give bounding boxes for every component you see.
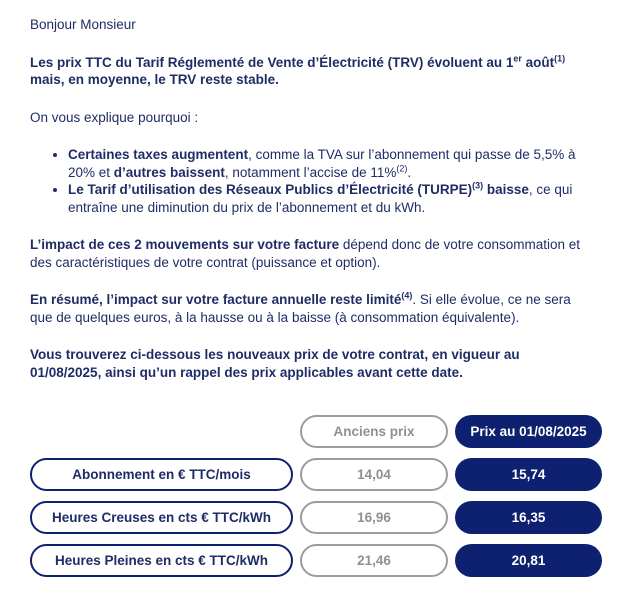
reason-turpe-item: • Le Tarif d’utilisation des Réseaux Publics d’Électricité (TURPE)$^{(3)}$ baisse, ce qui entraîne une diminution du prix de l’abonnement et du kWh. xyxy=(68,181,590,216)
table-intro-paragraph: Vous trouverez ci-dessous les nouveaux prix de votre contrat, en vigueur au 01/08/2025, ainsi qu’un rappel des prix applicables avant cette date. xyxy=(30,347,520,380)
explain-intro: On vous explique pourquoi : xyxy=(30,109,199,125)
impact-paragraph: L’impact de ces 2 mouvements sur votre facture dépend donc de votre consommation et des caractéristiques de votre contrat (puissance et option). xyxy=(30,237,581,270)
old-price-abonnement: 14,04 xyxy=(300,458,448,491)
row-label-heures-pleines: Heures Pleines en cts € TTC/kWh xyxy=(30,544,293,577)
old-price-heures-creuses: 16,96 xyxy=(300,501,448,534)
new-price-heures-creuses: 16,35 xyxy=(455,501,602,534)
row-label-heures-creuses: Heures Creuses en cts € TTC/kWh xyxy=(30,501,293,534)
reasons-list xyxy=(30,146,590,216)
headline-paragraph: Les prix TTC du Tarif Réglementé de Vente d’Électricité (TRV) évoluent au 1er août$^{(1)}$ mais, en moyenne, le TRV reste stable. xyxy=(30,53,566,87)
row-label-abonnement: Abonnement en € TTC/mois xyxy=(30,458,293,491)
table-header-spacer xyxy=(30,415,293,448)
reason-taxes-item: • Certaines taxes augmentent, comme la TVA sur l’abonnement qui passe de 5,5% à 20% et d’autres baissent, notamment l’accise de 11%$^{(2)}$. xyxy=(68,146,590,181)
greeting: Bonjour Monsieur xyxy=(30,17,136,32)
old-price-heures-pleines: 21,46 xyxy=(300,544,448,577)
summary-paragraph: En résumé, l’impact sur votre facture annuelle reste limité$^{(4)}$. Si elle évolue, ce ne sera que de quelques euros, à la hausse ou à la baisse (à consommation équivalente). xyxy=(30,290,571,325)
new-price-header: Prix au 01/08/2025 xyxy=(455,415,602,448)
new-price-heures-pleines: 20,81 xyxy=(455,544,602,577)
old-price-header: Anciens prix xyxy=(300,415,448,448)
price-table xyxy=(30,415,590,577)
new-price-abonnement: 15,74 xyxy=(455,458,602,491)
